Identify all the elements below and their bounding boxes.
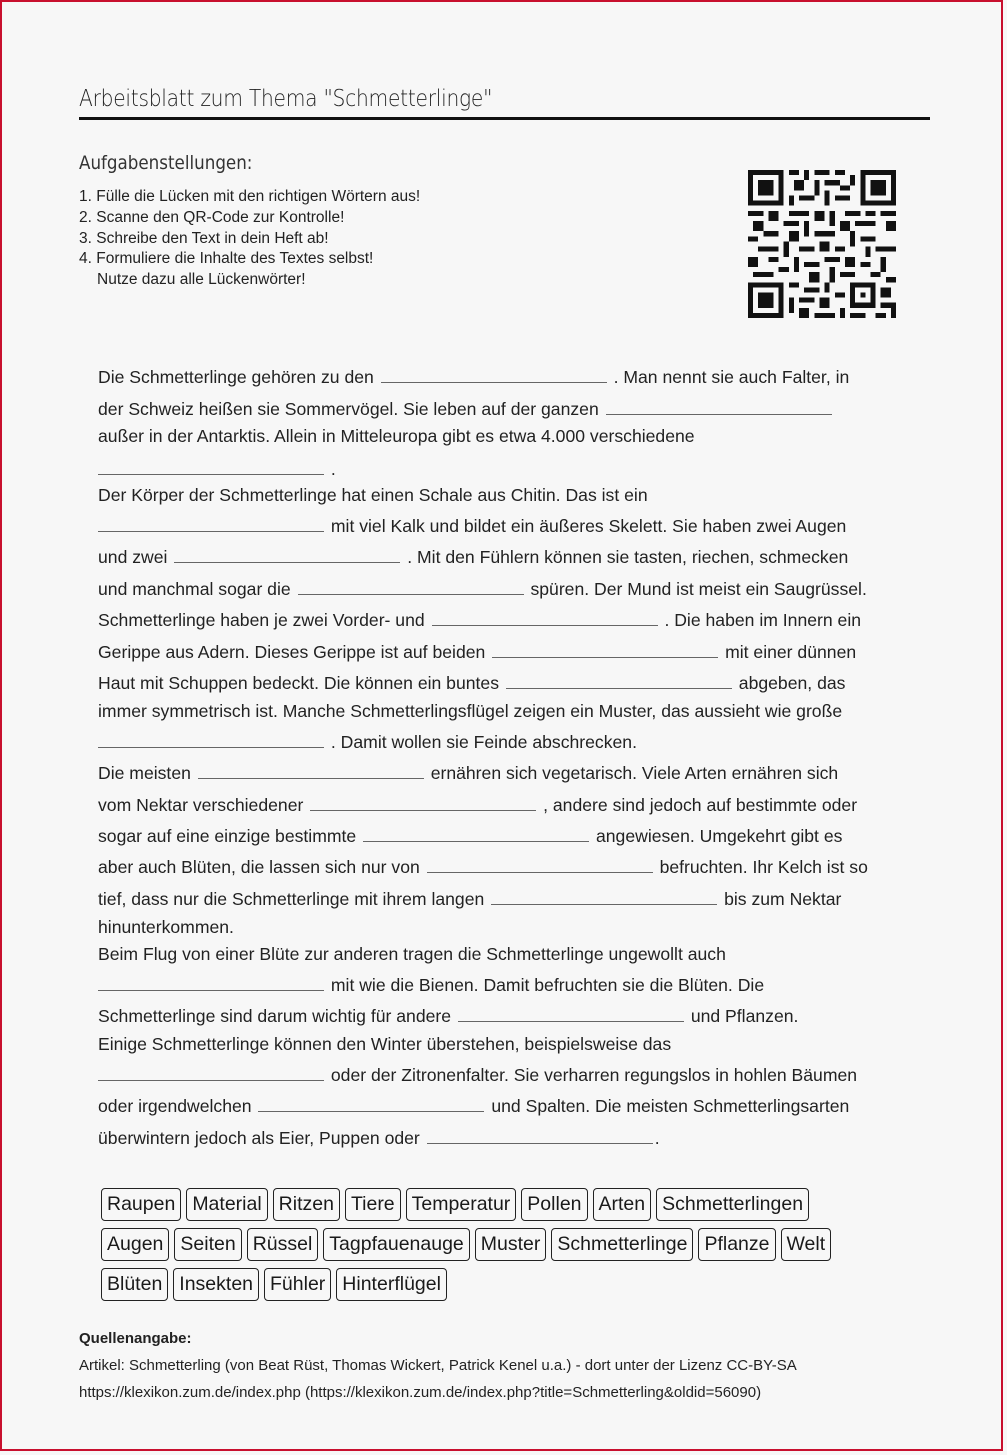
word-chip[interactable]: Rüssel (247, 1228, 319, 1261)
word-chip[interactable]: Material (186, 1188, 267, 1221)
word-chip[interactable]: Fühler (264, 1268, 331, 1301)
cloze-line: Beim Flug von einer Blüte zur anderen tragen die Schmetterlinge ungewollt auch (98, 944, 726, 964)
gap-input[interactable] (363, 823, 589, 842)
word-chip[interactable]: Raupen (101, 1188, 181, 1221)
cloze-line: oder irgendwelchen und Spalten. Die meisten Schmetterlingsarten (98, 1093, 849, 1117)
word-chip[interactable]: Temperatur (406, 1188, 517, 1221)
tasks-heading: Aufgabenstellungen: (79, 152, 253, 174)
task-item: 4. Formuliere die Inhalte des Textes selbst! (79, 250, 374, 268)
task-list (79, 187, 420, 291)
sources-article: Artikel: Schmetterling (von Beat Rüst, Thomas Wickert, Patrick Kenel u.a.) - dort unter der Lizenz CC-BY-SA (79, 1357, 797, 1374)
gap-input[interactable] (310, 792, 536, 811)
word-chip[interactable]: Schmetterlinge (551, 1228, 693, 1261)
cloze-line: Schmetterlinge haben je zwei Vorder- und . Die haben im Innern ein (98, 607, 861, 631)
gap-input[interactable] (98, 972, 324, 991)
cloze-line: Schmetterlinge sind darum wichtig für andere und Pflanzen. (98, 1003, 798, 1027)
gap-input[interactable] (506, 670, 732, 689)
word-chip[interactable]: Tagpfauenauge (323, 1228, 469, 1261)
word-chip[interactable]: Pollen (521, 1188, 587, 1221)
word-chip[interactable]: Ritzen (273, 1188, 340, 1221)
word-chip[interactable]: Tiere (345, 1188, 401, 1221)
cloze-line: der Schweiz heißen sie Sommervögel. Sie leben auf der ganzen (98, 396, 834, 420)
word-chip[interactable]: Schmetterlingen (656, 1188, 809, 1221)
gap-input[interactable] (492, 639, 718, 658)
word-bank-row (101, 1188, 809, 1221)
title-divider (79, 117, 930, 120)
cloze-line: oder der Zitronenfalter. Sie verharren regungslos in hohlen Bäumen (98, 1062, 857, 1086)
cloze-line: und manchmal sogar die spüren. Der Mund ist meist ein Saugrüssel. (98, 576, 867, 600)
gap-input[interactable] (298, 576, 524, 595)
cloze-line: hinunterkommen. (98, 917, 234, 937)
cloze-line: überwintern jedoch als Eier, Puppen oder . (98, 1125, 660, 1149)
task-item-continuation: Nutze dazu alle Lückenwörter! (97, 271, 306, 289)
gap-input[interactable] (427, 1125, 653, 1144)
cloze-line: Einige Schmetterlinge können den Winter überstehen, beispielsweise das (98, 1034, 672, 1054)
gap-input[interactable] (198, 760, 424, 779)
cloze-line: tief, dass nur die Schmetterlinge mit ihrem langen bis zum Nektar (98, 886, 841, 910)
sources-heading: Quellenangabe: (79, 1330, 192, 1347)
gap-input[interactable] (491, 886, 717, 905)
cloze-line: vom Nektar verschiedener , andere sind jedoch auf bestimmte oder (98, 792, 857, 816)
cloze-line: und zwei . Mit den Fühlern können sie tasten, riechen, schmecken (98, 544, 848, 568)
word-chip[interactable]: Pflanze (698, 1228, 775, 1261)
cloze-line: . Damit wollen sie Feinde abschrecken. (98, 729, 637, 753)
gap-input[interactable] (258, 1093, 484, 1112)
gap-input[interactable] (98, 729, 324, 748)
cloze-line: Die meisten ernähren sich vegetarisch. Viele Arten ernähren sich (98, 760, 838, 784)
cloze-line: Haut mit Schuppen bedeckt. Die können ein buntes abgeben, das (98, 670, 845, 694)
sources-section (79, 1325, 797, 1406)
gap-input[interactable] (98, 513, 324, 532)
gap-input[interactable] (381, 364, 607, 383)
gap-input[interactable] (458, 1003, 684, 1022)
task-item: 1. Fülle die Lücken mit den richtigen Wörtern aus! (79, 188, 421, 205)
gap-input[interactable] (427, 854, 653, 873)
cloze-line: sogar auf eine einzige bestimmte angewiesen. Umgekehrt gibt es (98, 823, 842, 847)
word-chip[interactable]: Arten (593, 1188, 652, 1221)
gap-input[interactable] (432, 607, 658, 626)
cloze-line: mit viel Kalk und bildet ein äußeres Skelett. Sie haben zwei Augen (98, 513, 846, 537)
cloze-line: Gerippe aus Adern. Dieses Gerippe ist auf beiden mit einer dünnen (98, 639, 856, 663)
word-chip[interactable]: Insekten (173, 1268, 259, 1301)
word-chip[interactable]: Seiten (174, 1228, 241, 1261)
gap-input[interactable] (606, 396, 832, 415)
word-chip[interactable]: Augen (101, 1228, 169, 1261)
cloze-line: immer symmetrisch ist. Manche Schmetterlingsflügel zeigen ein Muster, das aussieht wie große (98, 701, 843, 721)
gap-input[interactable] (98, 456, 324, 475)
gap-input[interactable] (174, 544, 400, 563)
sources-link[interactable]: https://klexikon.zum.de/index.php (https://klexikon.zum.de/index.php?title=Schmetterling&oldid=56090) (79, 1384, 762, 1401)
word-chip[interactable]: Blüten (101, 1268, 168, 1301)
page-title: Arbeitsblatt zum Thema "Schmetterlinge" (79, 86, 493, 112)
cloze-line: . (98, 456, 336, 480)
cloze-line: Die Schmetterlinge gehören zu den . Man nennt sie auch Falter, in (98, 364, 849, 388)
task-item: 2. Scanne den QR-Code zur Kontrolle! (79, 208, 345, 226)
cloze-line: mit wie die Bienen. Damit befruchten sie die Blüten. Die (98, 972, 764, 996)
gap-input[interactable] (98, 1062, 324, 1081)
word-chip[interactable]: Hinterflügel (336, 1268, 447, 1301)
word-bank-row (101, 1268, 447, 1301)
cloze-line: außer in der Antarktis. Allein in Mitteleuropa gibt es etwa 4.000 verschiedene (98, 426, 695, 446)
cloze-line: aber auch Blüten, die lassen sich nur von befruchten. Ihr Kelch ist so (98, 854, 868, 878)
word-chip[interactable]: Welt (781, 1228, 832, 1261)
word-chip[interactable]: Muster (475, 1228, 547, 1261)
qr-code-icon[interactable] (748, 170, 896, 318)
word-bank-row (101, 1228, 831, 1261)
cloze-line: Der Körper der Schmetterlinge hat einen Schale aus Chitin. Das ist ein (98, 485, 648, 505)
task-item: 3. Schreibe den Text in dein Heft ab! (79, 229, 329, 247)
